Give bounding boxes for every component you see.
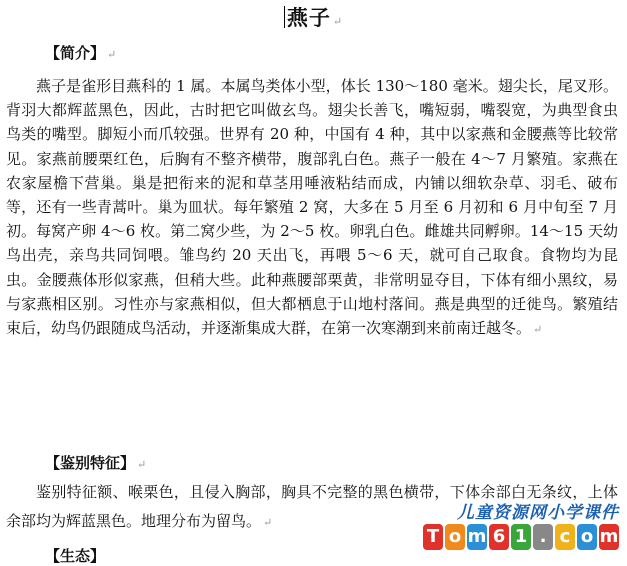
site-watermark xyxy=(411,498,623,552)
watermark-logo-char: 6 xyxy=(489,524,509,550)
intro-paragraph: 燕子是雀形目燕科的 1 属。本属鸟类体小型，体长 130～180 毫米。翅尖长，尾叉形。背羽大都辉蓝黑色，因此，古时把它叫做玄鸟。翅尖长善飞，嘴短弱，嘴裂宽，为典型食虫鸟类的嘴型。脚短小而爪较强。世界有 20 种，中国有 4 种，其中以家燕和金腰燕等比较常见。家燕前腰栗红色，后胸有不整齐横带，腹部乳白色。燕子一般在 4～7 月繁殖。家燕在农家屋檐下营巢。巢是把衔来的泥和草茎用唾液粘结而成，内铺以细软杂草、羽毛、破布等，还有一些青蒿叶。巢为皿状。每年繁殖 2 窝，大多在 5 月至 6 月初和 6 月中旬至 7 月初。每窝产卵 4～6 枚。第二窝少些，为 2～5 枚。卵乳白色。雌雄共同孵卵。14～15 天幼鸟出壳，亲鸟共同饲喂。雏鸟约 20 天出飞，再喂 5～6 天，就可自己取食。食物均为昆虫。金腰燕体形似家燕，但稍大些。此种燕腰部栗黄，非常明显夺目，下体有细小黑纹，易与家燕相区别。习性亦与家燕相似，但大都栖息于山地村落间。燕是典型的迁徙鸟。繁殖结束后，幼鸟仍跟随成鸟活动，并逐渐集成大群，在第一次寒潮到来前南迁越冬。 ↵ xyxy=(6,77,618,338)
paragraph-mark-icon: ↵ xyxy=(332,15,344,28)
paragraph-mark-icon: ↵ xyxy=(263,516,273,529)
identification-paragraph: 鉴别特征额、喉栗色，且侵入胸部，胸具不完整的黑色横带，下体余部白无条纹，上体余部均为辉蓝黑色。地理分布为留鸟。 ↵ xyxy=(6,483,618,530)
paragraph-mark-icon: ↵ xyxy=(137,458,147,471)
paragraph-mark-icon: ↵ xyxy=(107,48,117,61)
watermark-logo-char: m xyxy=(467,524,487,550)
paragraph-mark-icon: ↵ xyxy=(533,323,543,337)
section-heading-identification: 【鉴别特征】 ↵ xyxy=(45,454,147,472)
watermark-logo-char: 1 xyxy=(511,524,531,550)
watermark-logo xyxy=(423,524,619,550)
watermark-logo-char: m xyxy=(599,524,619,550)
watermark-logo-char: o xyxy=(445,524,465,550)
section-heading-ecology: 【生态】 xyxy=(45,547,106,565)
watermark-logo-char: . xyxy=(533,524,553,550)
watermark-logo-char: c xyxy=(555,524,575,550)
watermark-logo-char: T xyxy=(423,524,443,550)
watermark-site-name: 儿童资源网小学课件 xyxy=(457,503,619,523)
section-heading-intro: 【简介】 ↵ xyxy=(45,44,117,62)
watermark-logo-char: o xyxy=(577,524,597,550)
document-title-text: 燕子 xyxy=(286,5,331,30)
document-title xyxy=(0,2,627,32)
text-cursor xyxy=(284,6,285,28)
